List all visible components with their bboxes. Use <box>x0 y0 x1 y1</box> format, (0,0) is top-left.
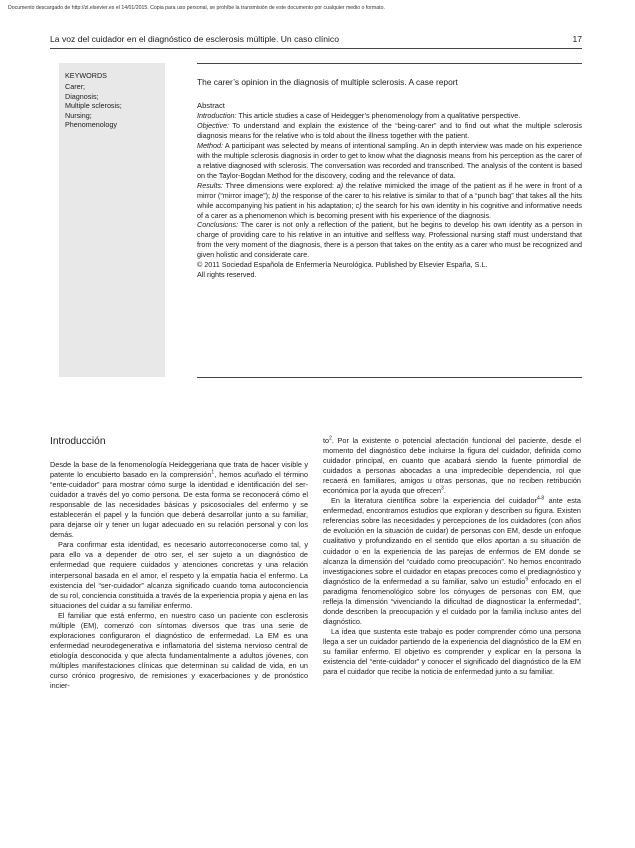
paragraph <box>323 496 581 627</box>
keyword-item: Diagnosis; <box>65 91 99 101</box>
text: Desde la base de la fenomenología Heideggeriana que trata de hacer visible y patente lo encubierto basado en la comprensión <box>50 460 308 480</box>
abstract-bottom-rule <box>197 377 582 378</box>
article-title-en: The carer’s opinion in the diagnosis of multiple sclerosis. A case report <box>197 77 458 87</box>
results-text: the relative mimicked the image of the patient as if he were in front of a mirror (“mirror image”); <box>197 180 582 200</box>
running-head <box>50 34 582 44</box>
abstract-top-rule <box>197 63 582 64</box>
keywords-label: KEYWORDS <box>65 71 107 80</box>
keywords-box <box>59 63 165 377</box>
conclusions-text: The carer is not only a reflection of the patient, but he begins to develop his own identity as a person in charge of providing care to his relative in an intuitive and selfless way. Professional nursing staff must understand that from the very moment of the diagnosis, there is a person that takes on the entity as a carer who must be recognized and given holistic and considerate care. <box>197 220 582 260</box>
abstract-method <box>197 141 582 181</box>
paragraph: El familiar que está enfermo, en nuestro caso un paciente con esclerosis múltiple (EM), comenzó con síntomas diversos que tras una serie de exploraciones configuraron el diagnóstico de enfermedad. La EM es una enfermedad neurodegenerativa e inflamatoria del sistema nervioso central de etiología desconocida y que afecta fundamentalmente a adultos jóvenes, con múltiples manifestaciones clínicas que determinan su calidad de vida, en un curso crónico progresivo, de remisiones y exacerbaciones y de pronóstico incier- <box>50 610 308 691</box>
abstract-introduction <box>197 111 582 121</box>
header-rule <box>50 48 582 49</box>
abstract-results <box>197 181 582 221</box>
reference-sup: 2 <box>329 435 332 442</box>
abstract-body <box>197 111 582 280</box>
body-right-column <box>323 436 581 677</box>
paragraph: La idea que sustenta este trabajo es poder comprender cómo una persona llega a ser un cuidador partiendo de la experiencia del diagnóstico de la EM en su familiar enfermo. El objetivo es comprender y explicar en la persona la existencia del “ente-cuidador” y conocer el significado del diagnóstico de la EM para el cuidador que recibe la noticia de enfermedad junto a su familiar. <box>323 626 581 677</box>
results-label: Results: <box>197 180 223 190</box>
download-notice: Documento descargado de http://zl.elsevier.es el 14/01/2015. Copia para uso personal, se prohíbe la transmisión de este documento por cualquier medio o formato. <box>8 5 385 11</box>
abstract-conclusions <box>197 220 582 260</box>
paragraph: Para confirmar esta identidad, es necesario autorreconocerse como tal, y para ello va a depender de otro ser, el ser sujeto a un diagnóstico de enfermedad que requiere cuidados y atenciones concretas y una relación interpersonal basada en el amor, el respeto y la empatía hacia el enfermo. La existencia del “ser-cuidador” alcanza significado cuando toma autoconciencia de su rol, conciencia constituida a través de la experiencia propia y ajena en las situaciones del cuidar a su familiar enfermo. <box>50 540 308 610</box>
intro-text: This article studies a case of Heidegger’s phenomenology from a qualitative perspective. <box>236 111 521 120</box>
keyword-item: Phenomenology <box>65 120 117 130</box>
text: , hemos acuñado el término “ente-cuidador” para mostrar cómo surge la identidad e identificación del ser-cuidador a través del yo como persona. De esta forma se reconocerá cómo el responsable de las necesidades básicas y psicosociales del enfermo y se establecerán el papel y la función que deberá desarrollar junto a su familiar, para dejarse oír y tener un lugar adecuado en su relación personal y con los demás. <box>50 470 309 540</box>
copyright-line: All rights reserved. <box>197 270 257 280</box>
results-text: the response of the carer to his relative is similar to that of a “punch bag” that takes all the hits while accompanying his patient in his adaptation; <box>197 190 582 210</box>
conclusions-label: Conclusions: <box>197 220 239 230</box>
abstract-column <box>197 63 582 280</box>
copyright-line: © 2011 Sociedad Española de Enfermería Neurológica. Published by Elsevier España, S.L. <box>197 260 488 270</box>
text: enfocado en el paradigma fenomenológico sobre los cónyuges de personas con EM, que refleja la dimensión “vivenciando la dificultad de diagnosticar la enfermedad”, donde describen la preocupación y el cuidado por la familia incluso antes del diagnóstico. <box>323 576 581 626</box>
text: to <box>323 436 330 445</box>
abstract-heading: Abstract <box>197 101 225 110</box>
method-text: A participant was selected by means of intentional sampling. An in depth interview was made on his experience with the multiple sclerosis diagnosis in order to get to know what the diagnosis means from his perception as the carer of a relative diagnosed with sclerosis. The conversation was recorded and transcribed. The analysis of the content is based on the Taylor-Bogdan Method for the discovery, coding and the relevance of data. <box>197 140 582 180</box>
reference-sup: 3 <box>441 485 444 492</box>
results-marker: a) <box>336 180 344 190</box>
text: . Por la existente o potencial afectación funcional del paciente, desde el momento del diagnóstico debe incluirse la figura del cuidador, definida como cuidador principal, en cuanto que acabará siendo la fuente primordial de cuidados a personas abocadas a una impredecible dependencia, rol que recaerá en familiares, amigos u otras personas, que no reciben retribución económica por la ayuda que ofrecen <box>323 436 581 496</box>
intro-label: Introduction: <box>197 111 237 120</box>
text: . <box>443 486 446 496</box>
text: ante esta enfermedad, encontramos estudios que exploran y describen su figura. Existen referencias sobre las necesidades y percepciones de los cuidadores (con años de evolución en la situación de cuidar) de personas con EM, desde un enfoque cualitativo y profundizando en el sentido que ellos aportan a su situación de cuidador o en la experiencia de las parejas de enfermos de EM donde se alcanza la dimensión del “cuidado como preocupación”. No hemos encontrado investigaciones sobre el cuidador en etapas precoces como el prediagnóstico y diagnóstico de la enfermedad a su familiar, salvo un estudio <box>323 496 581 586</box>
reference-sup: 1 <box>211 469 215 476</box>
text: En la literatura científica sobre la experiencia del cuidador <box>331 496 537 506</box>
method-label: Method: <box>197 140 223 150</box>
body-left-column <box>50 436 308 691</box>
section-title: Introducción <box>50 436 106 447</box>
results-text: Three dimensions were explored: <box>222 180 337 190</box>
results-marker: b) <box>272 190 279 200</box>
keyword-item: Carer; <box>65 82 85 91</box>
keyword-item: Nursing; <box>65 110 92 120</box>
results-marker: c) <box>355 200 362 210</box>
running-head-title: La voz del cuidador en el diagnóstico de esclerosis múltiple. Un caso clínico <box>50 34 340 44</box>
keyword-item: Multiple sclerosis; <box>65 101 122 111</box>
paragraph <box>50 460 308 540</box>
paragraph <box>323 436 581 496</box>
objective-text: To understand and explain the existence of the “being-carer” and to find out what the multiple sclerosis diagnosis means for the relative who is told about the illness together with the patient. <box>197 120 582 140</box>
abstract-objective <box>197 121 582 141</box>
reference-sup: 9 <box>525 576 529 583</box>
reference-sup: 4-8 <box>536 495 545 502</box>
results-text: the search for his own identity in his cognitive and informative needs of a carer as a phenomenon which is becoming present with his experience of the diagnosis. <box>197 200 582 220</box>
page-number: 17 <box>572 34 582 44</box>
objective-label: Objective: <box>197 120 229 130</box>
